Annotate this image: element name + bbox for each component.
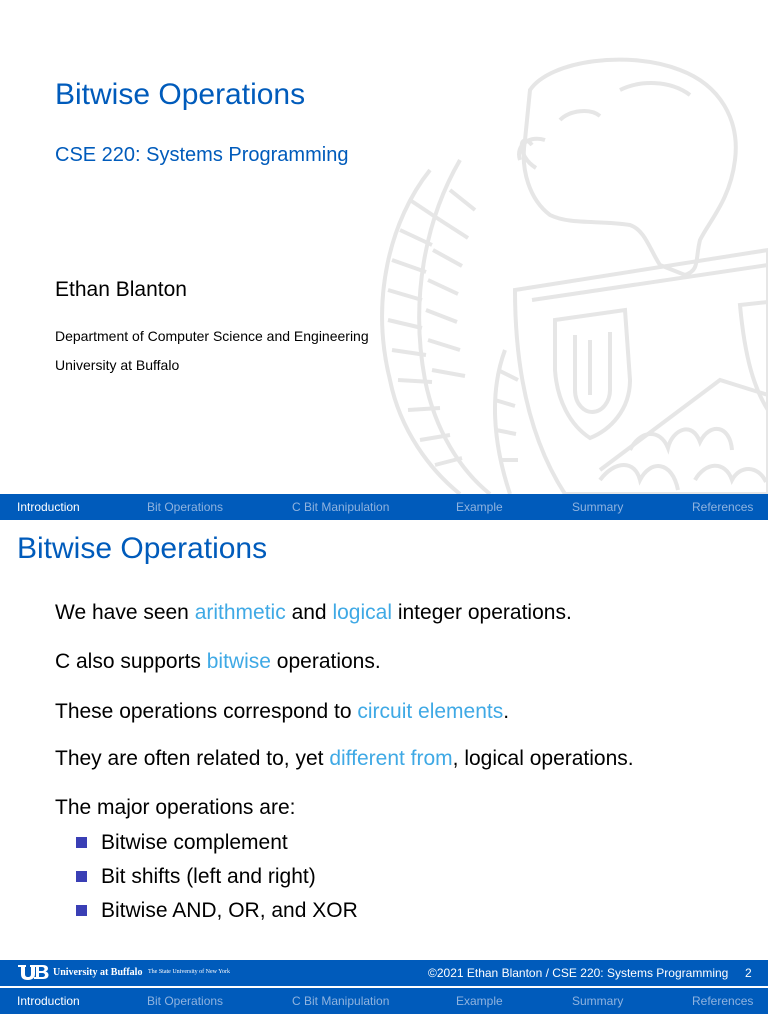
text: . [503,700,510,723]
footer-university-name: University at Buffalo [53,967,143,978]
navigation-bar [0,988,768,1014]
content-slide [0,520,768,1024]
paragraph-circuit-elements [55,700,509,724]
nav-item-references[interactable]: References [692,500,754,514]
footer-copyright: ©2021 Ethan Blanton / CSE 220: Systems Programming [428,966,729,980]
text: , logical operations. [452,747,634,770]
page-number: 2 [745,966,752,980]
presentation-title: Bitwise Operations [55,78,306,111]
nav-item-introduction[interactable]: Introduction [17,994,80,1008]
nav-item-example[interactable]: Example [456,500,503,514]
list-item-text: Bit shifts (left and right) [101,865,316,888]
nav-item-c-bit-manipulation[interactable]: C Bit Manipulation [292,500,390,514]
navigation-bar [0,494,768,520]
slide-footer [0,960,768,986]
paragraph-arithmetic-logical [55,601,572,625]
highlight-different-from: different from [329,747,453,770]
bullet-square-icon [76,871,87,882]
paragraph-different-from [55,747,634,771]
nav-item-bit-operations[interactable]: Bit Operations [147,994,224,1008]
nav-item-summary[interactable]: Summary [572,500,624,514]
highlight-arithmetic: arithmetic [194,601,286,624]
text: C also supports [55,650,207,673]
ub-bison-crest-icon [300,50,768,494]
nav-item-bit-operations[interactable]: Bit Operations [147,500,224,514]
text: We have seen [55,601,195,624]
nav-item-example[interactable]: Example [456,994,503,1008]
text: These operations correspond to [55,700,358,723]
author-name: Ethan Blanton [55,278,187,301]
footer-tagline: The State University of New York [148,969,230,975]
university-name: University at Buffalo [55,357,180,373]
list-item [76,826,358,860]
nav-item-introduction[interactable]: Introduction [17,500,80,514]
highlight-circuit-elements: circuit elements [357,700,504,723]
nav-item-references[interactable]: References [692,994,754,1008]
slide-title: Bitwise Operations [17,532,268,565]
text: and [285,601,333,624]
ub-logo-icon [17,964,49,980]
list-item [76,860,358,894]
highlight-logical: logical [332,601,392,624]
text: They are often related to, yet [55,747,330,770]
paragraph-major-operations: The major operations are: [55,796,296,819]
course-subtitle: CSE 220: Systems Programming [55,144,349,166]
paragraph-bitwise [55,650,381,674]
text: integer operations. [392,601,572,624]
highlight-bitwise: bitwise [206,650,271,673]
text: operations. [270,650,381,673]
nav-item-summary[interactable]: Summary [572,994,624,1008]
list-item [76,894,358,928]
operations-list [76,826,358,928]
nav-item-c-bit-manipulation[interactable]: C Bit Manipulation [292,994,390,1008]
list-item-text: Bitwise AND, OR, and XOR [101,899,358,922]
list-item-text: Bitwise complement [101,831,288,854]
bullet-square-icon [76,837,87,848]
bullet-square-icon [76,905,87,916]
institution [55,322,369,380]
department-name: Department of Computer Science and Engineering [55,328,369,344]
